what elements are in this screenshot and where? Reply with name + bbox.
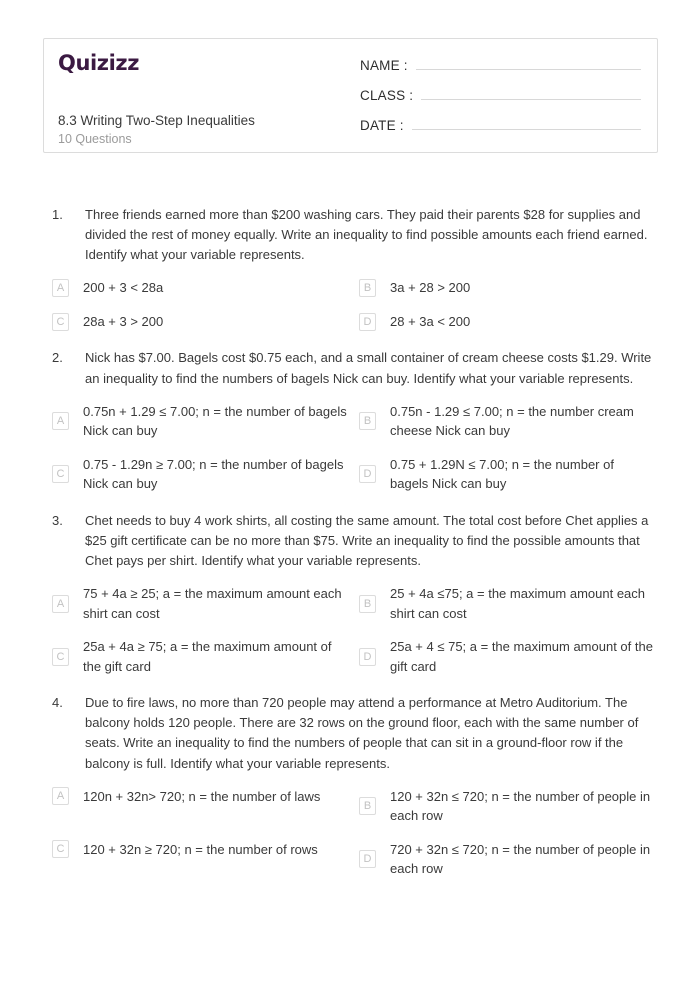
option-d[interactable] [355,312,658,332]
question-number: 3. [52,512,63,528]
option-text: 0.75 + 1.29N ≤ 7.00; n = the number of bagels Nick can buy [390,456,614,492]
option-b[interactable] [355,402,658,441]
option-row [52,787,658,826]
class-field-label: CLASS : [360,88,414,103]
option-letter-badge: D [359,465,376,483]
question-heading [52,348,658,388]
worksheet-header-card [43,38,658,153]
option-d[interactable] [355,840,658,879]
option-text: 28 + 3a < 200 [390,313,471,329]
student-info-section [354,39,657,152]
answer-options [52,278,658,331]
question-block [0,348,700,493]
option-text: 720 + 32n ≤ 720; n = the number of people in each row [390,841,651,877]
name-input-line[interactable] [416,55,641,70]
option-row [52,584,658,623]
option-text: 120n + 32n> 720; n = the number of laws [83,788,321,804]
question-text: Due to fire laws, no more than 720 people may attend a performance at Metro Auditorium. The balcony holds 120 people. There are 32 rows on the ground floor, each with the same number of seats. Write an inequality to find the numbers of people that can sit in a ground-floor row if the balcony is full. Identify what your variable represents. [85,695,639,771]
option-a[interactable] [52,278,355,298]
option-row [52,312,658,332]
option-row [52,455,658,494]
option-letter-badge: B [359,279,376,297]
option-text: 3a + 28 > 200 [390,280,471,296]
option-letter-badge: C [52,313,69,331]
page-title: 8.3 Writing Two-Step Inequalities [58,113,255,128]
option-letter-badge: C [52,840,69,858]
answer-options [52,584,658,676]
option-a[interactable] [52,787,355,807]
answer-options [52,402,658,494]
option-b[interactable] [355,584,658,623]
questions-list [0,205,700,896]
quizizz-logo: Quizizz [58,51,140,75]
option-d[interactable] [355,455,658,494]
question-count-label: 10 Questions [58,132,132,146]
option-text: 120 + 32n ≤ 720; n = the number of people in each row [390,788,651,824]
option-letter-badge: B [359,412,376,430]
option-text: 0.75n + 1.29 ≤ 7.00; n = the number of bagels Nick can buy [83,403,347,439]
option-text: 0.75n - 1.29 ≤ 7.00; n = the number cream cheese Nick can buy [390,403,634,439]
question-block [0,693,700,879]
option-text: 28a + 3 > 200 [83,313,164,329]
option-letter-badge: A [52,412,69,430]
option-row [52,402,658,441]
answer-options [52,787,658,879]
question-number: 1. [52,207,63,222]
option-text: 120 + 32n ≥ 720; n = the number of rows [83,841,318,857]
option-letter-badge: B [359,595,376,613]
option-text: 0.75 - 1.29n ≥ 7.00; n = the number of bagels Nick can buy [83,456,344,492]
class-field-row [360,85,641,103]
option-letter-badge: D [359,313,376,331]
option-c[interactable] [52,455,355,494]
option-a[interactable] [52,402,355,441]
option-text: 25 + 4a ≤75; a = the maximum amount each shirt can cost [390,586,646,621]
option-letter-badge: D [359,850,376,868]
question-number: 2. [52,350,63,366]
date-field-label: DATE : [360,118,404,133]
question-heading [52,511,658,571]
question-text: Chet needs to buy 4 work shirts, all costing the same amount. The total cost before Chet applies a $25 gift certificate can be no more than $75. Write an inequality to find the possible amounts that Chet pays per shirt. Identify what your variable represents. [85,512,649,568]
question-heading [52,693,658,774]
option-letter-badge: A [52,595,69,613]
option-c[interactable] [52,840,355,860]
question-text: Three friends earned more than $200 washing cars. They paid their parents $28 for supplies and divided the rest of money equally. Write an inequality to find possible amounts each friend earned. Identify what your variable represents. [85,207,648,263]
name-field-label: NAME : [360,58,408,73]
question-number: 4. [52,695,63,711]
option-letter-badge: A [52,787,69,805]
question-text: Nick has $7.00. Bagels cost $0.75 each, and a small container of cream cheese costs $1.29. Write an inequality to find the numbers of bagels Nick can buy. Identify what your variable represents. [85,350,652,386]
option-letter-badge: C [52,465,69,483]
option-c[interactable] [52,312,355,332]
option-b[interactable] [355,278,658,298]
option-row [52,840,658,879]
question-block [0,511,700,676]
option-text: 200 + 3 < 28a [83,280,164,296]
option-text: 75 + 4a ≥ 25; a = the maximum amount each shirt can cost [83,586,342,621]
option-a[interactable] [52,584,355,623]
question-block [0,205,700,331]
option-letter-badge: B [359,797,376,815]
header-brand-section [44,39,354,152]
option-text: 25a + 4a ≥ 75; a = the maximum amount of the gift card [83,639,332,674]
option-text: 25a + 4 ≤ 75; a = the maximum amount of the gift card [390,639,653,674]
option-letter-badge: C [52,648,69,666]
name-field-row [360,55,641,73]
class-input-line[interactable] [421,85,641,100]
option-d[interactable] [355,637,658,676]
date-field-row [360,115,641,133]
date-input-line[interactable] [412,115,641,130]
question-heading [52,205,658,265]
option-row [52,278,658,298]
option-b[interactable] [355,787,658,826]
option-letter-badge: D [359,648,376,666]
option-row [52,637,658,676]
option-letter-badge: A [52,279,69,297]
option-c[interactable] [52,637,355,676]
